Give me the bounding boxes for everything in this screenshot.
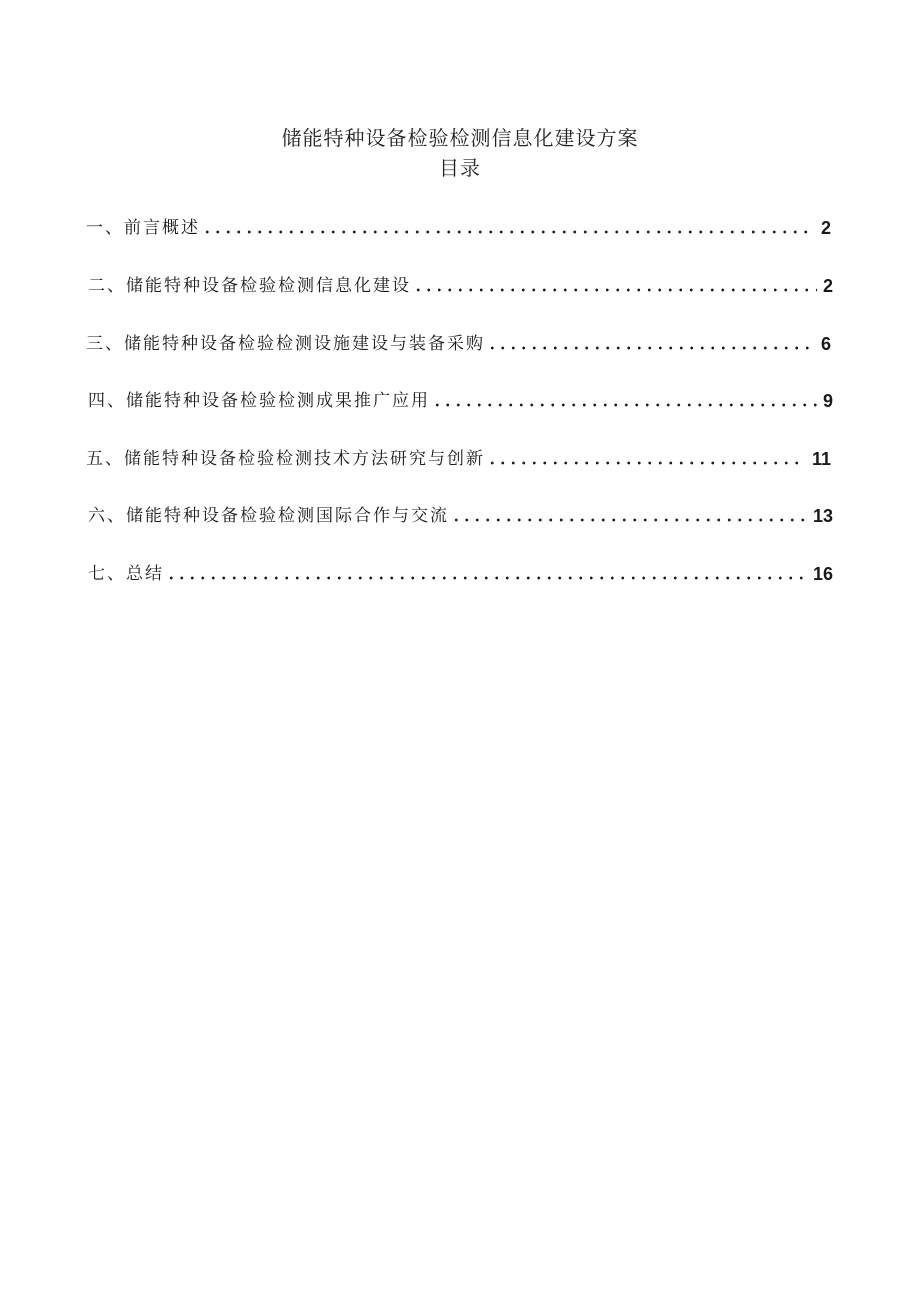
toc-entry-label: 四、储能特种设备检验检测成果推广应用 <box>88 391 430 411</box>
toc-entry-label: 一、前言概述 <box>86 218 200 238</box>
toc-entry-2[interactable] <box>88 272 833 298</box>
toc-entry-label: 五、储能特种设备检验检测技术方法研究与创新 <box>86 449 485 469</box>
toc-entry-page: 6 <box>820 334 831 354</box>
dot-leader <box>166 576 807 580</box>
toc-entry-4[interactable] <box>88 387 833 413</box>
document-title: 储能特种设备检验检测信息化建设方案 <box>281 126 639 150</box>
toc-entry-7[interactable] <box>88 560 833 586</box>
dot-leader <box>432 403 817 407</box>
toc-entry-label: 六、储能特种设备检验检测国际合作与交流 <box>88 506 449 526</box>
toc-entry-label: 三、储能特种设备检验检测设施建设与装备采购 <box>86 334 485 354</box>
toc-entry-page: 2 <box>822 276 833 296</box>
toc-entry-3[interactable] <box>86 330 831 356</box>
toc-entry-page: 13 <box>812 506 833 526</box>
toc-entry-page: 11 <box>811 449 831 469</box>
toc-entry-page: 9 <box>822 391 833 411</box>
dot-leader <box>202 230 815 234</box>
toc-entry-label: 七、总结 <box>88 564 164 584</box>
toc-entry-6[interactable] <box>88 502 833 528</box>
toc-entry-page: 16 <box>812 564 833 584</box>
toc-heading: 目录 <box>439 156 481 180</box>
dot-leader <box>451 518 807 522</box>
dot-leader <box>413 288 817 292</box>
toc-entry-1[interactable] <box>86 214 831 240</box>
toc-entry-label: 二、储能特种设备检验检测信息化建设 <box>88 276 411 296</box>
dot-leader <box>487 461 806 465</box>
toc-entry-5[interactable] <box>86 445 831 471</box>
toc-entry-page: 2 <box>820 218 831 238</box>
dot-leader <box>487 346 815 350</box>
